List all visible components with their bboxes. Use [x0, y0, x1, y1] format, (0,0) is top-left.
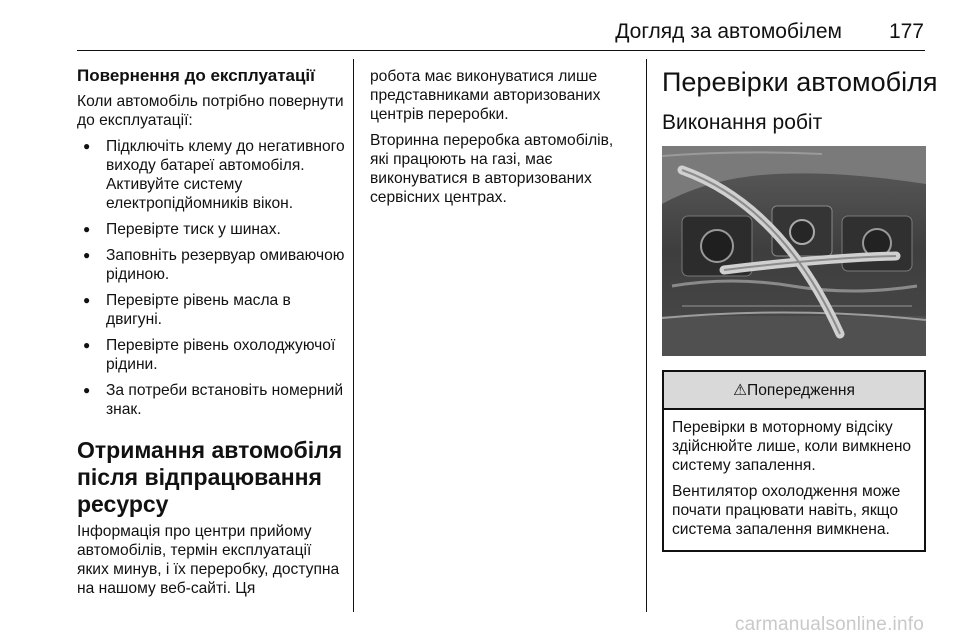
- bullet-icon: ●: [83, 222, 91, 236]
- warning-box: [662, 370, 926, 552]
- list-item: ● За потреби встановіть номерний знак.: [83, 382, 344, 418]
- section-title: Виконання робіт: [662, 111, 823, 134]
- section-body-end-of-life: Інформація про центри прийому автомобілів, термін експлуатації яких минув, і їх переробку, доступна на нашому веб-сайті. Ця: [77, 523, 340, 597]
- paragraph-recycling-1: робота має виконуватися лише представниками авторизованих центрів переробки.: [370, 68, 601, 123]
- list-item: ● Підключіть клему до негативного виходу батареї автомобіля. Активуйте систему електропідйомників вікон.: [83, 138, 345, 212]
- list-item: ● Заповніть резервуар омиваючою рідиною.: [83, 247, 345, 283]
- engine-bay-figure: [662, 146, 926, 356]
- warning-heading: ⚠Попередження: [733, 381, 855, 399]
- watermark: carmanualsonline.info: [734, 614, 924, 635]
- list-item: ● Перевірте рівень масла в двигуні.: [83, 292, 291, 328]
- warning-paragraph-1: Перевірки в моторному відсіку здійснюйте лише, коли вимкнено систему запалення.: [672, 419, 912, 474]
- header-divider: [77, 50, 925, 51]
- bullet-icon: ●: [83, 293, 91, 307]
- warning-body: [664, 410, 924, 550]
- engine-bay-crossed-out-icon: [662, 146, 926, 356]
- paragraph-recycling-2: Вторинна переробка автомобілів, які працюють на газі, має виконуватися в авторизованих сервісних центрах.: [370, 132, 614, 206]
- section-heading-return-to-service: Повернення до експлуатації: [77, 66, 315, 85]
- column-right: [662, 60, 938, 552]
- warning-paragraph-2: Вентилятор охолодження може почати працювати навіть, якщо система запалення вимкнена.: [672, 483, 901, 538]
- bullet-icon: ●: [83, 338, 91, 352]
- column-left: [77, 60, 345, 605]
- list-item: ● Перевірте тиск у шинах.: [83, 221, 281, 238]
- column-middle: [370, 67, 632, 214]
- running-header-title: Догляд за автомобілем: [615, 20, 842, 43]
- bullet-icon: ●: [83, 383, 91, 397]
- column-divider-right: [646, 59, 647, 612]
- section-intro: Коли автомобіль потрібно повернути до експлуатації:: [77, 93, 344, 129]
- list-item: ● Перевірте рівень охолоджуючої рідини.: [83, 337, 336, 373]
- column-divider-left: [353, 59, 354, 612]
- checklist: [77, 137, 345, 419]
- warning-header: [664, 372, 924, 410]
- bullet-icon: ●: [83, 248, 91, 262]
- bullet-icon: ●: [83, 139, 91, 153]
- chapter-title: Перевірки автомобіля: [662, 67, 938, 97]
- section-heading-end-of-life: Отримання автомобіля після відпрацювання ресурсу: [77, 437, 343, 517]
- page-number: 177: [888, 20, 924, 43]
